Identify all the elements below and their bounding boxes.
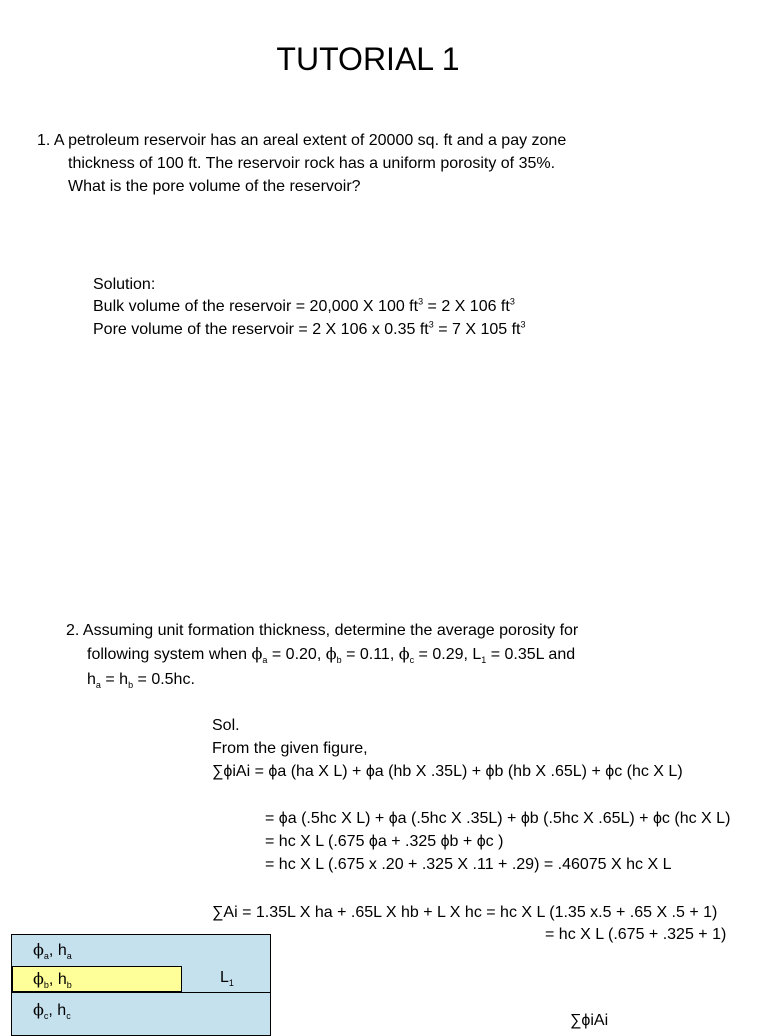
q1-line-3: What is the pore volume of the reservoir? bbox=[68, 178, 361, 195]
q2-equation-2: = ϕa (.5hc X L) + ϕa (.5hc X .35L) + ϕb (.5hc X .65L) + ϕc (hc X L) bbox=[265, 810, 731, 827]
page-title: TUTORIAL 1 bbox=[276, 41, 460, 77]
q1-line-2: thickness of 100 ft. The reservoir rock has a uniform porosity of 35%. bbox=[68, 155, 556, 172]
q1-solution-label: Solution: bbox=[93, 276, 156, 293]
q1-bulk-volume: Bulk volume of the reservoir = 20,000 X 100 $ft^3 = 2$ X 106 $ft^3$ bbox=[93, 296, 515, 315]
q2-equation-6: = hc X L (.675 + .325 + 1) bbox=[545, 926, 727, 943]
reservoir-layer-figure bbox=[11, 934, 271, 1036]
q1-line-1: 1. A petroleum reservoir has an areal extent of 20000 sq. ft and a pay zone bbox=[37, 132, 567, 149]
q2-from-figure: From the given figure, bbox=[212, 740, 368, 757]
q2-equation-7: ∑ϕiAi bbox=[570, 1012, 609, 1029]
layer-b-label: $\phi_b$, $h_b$ bbox=[33, 969, 72, 991]
q2-equation-4: = hc X L (.675 x .20 + .325 X .11 + .29) = .46075 X hc X L bbox=[265, 856, 672, 873]
q2-sol-label: Sol. bbox=[212, 717, 240, 734]
q2-line-3: $h_a = h_b = 0.5hc$. bbox=[87, 671, 195, 691]
length-l1-label: $L_1$ bbox=[220, 969, 234, 989]
layer-b-highlight bbox=[12, 966, 182, 992]
layer-divider bbox=[12, 992, 270, 993]
q1-pore-volume: Pore volume of the reservoir = 2 X 106 x 0.35 $ft^3 = 7$ X 105 $ft^3$ bbox=[93, 319, 526, 338]
layer-a-label: $\phi_a$, $h_a$ bbox=[33, 940, 72, 962]
q2-line-1: 2. Assuming unit formation thickness, determine the average porosity for bbox=[66, 622, 579, 639]
q2-equation-1: ∑ϕiAi = ϕa (ha X L) + ϕa (hb X .35L) + ϕb (hb X .65L) + ϕc (hc X L) bbox=[212, 763, 683, 780]
layer-c-label: $\phi_c$, $h_c$ bbox=[33, 1000, 71, 1022]
q2-equation-5: ∑Ai = 1.35L X ha + .65L X hb + L X hc = hc X L (1.35 x.5 + .65 X .5 + 1) bbox=[212, 904, 718, 921]
q2-equation-3: = hc X L (.675 ϕa + .325 ϕb + ϕc ) bbox=[265, 833, 504, 850]
q2-line-2: following system when $\phi_a = 0.20$, $\phi_b = 0.11$, $\phi_c = 0.29$, $L_1 = 0.35L$ and bbox=[87, 644, 576, 666]
